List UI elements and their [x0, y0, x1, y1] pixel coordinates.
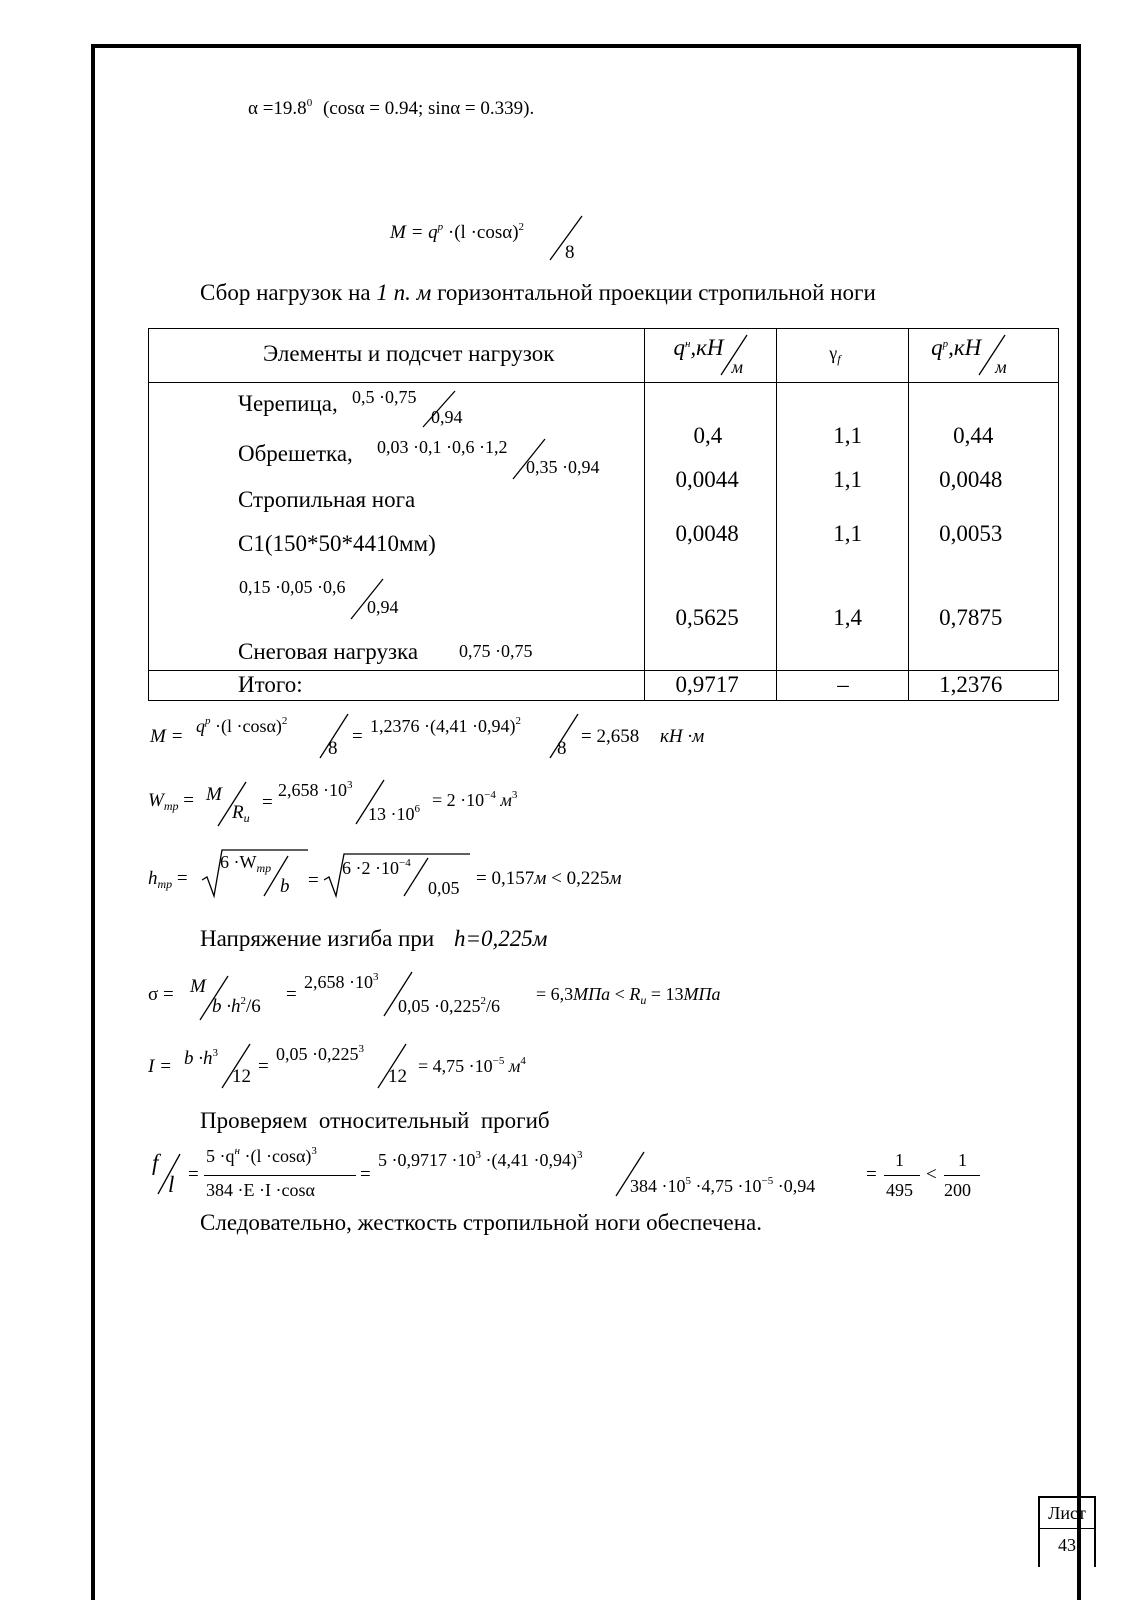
header-gamma: $\gamma_f$ — [777, 329, 909, 383]
qp-roof-tile: 0,44 — [953, 423, 994, 448]
qn-rafter: 0,0048 — [675, 521, 739, 546]
eq-moment-of-inertia: I = — [148, 1056, 172, 1077]
eq-moment: M = — [150, 726, 184, 747]
angle-value: =19.8 — [262, 98, 307, 119]
moment-den: 8 — [565, 242, 575, 263]
total-label: Итого: — [238, 672, 303, 697]
moment-pow: 2 — [518, 221, 525, 233]
eq-section-modulus: $W_{тр}$ = — [148, 790, 194, 813]
moment-q: q — [428, 222, 438, 243]
row-rafter-num: 0,15 ·0,05 ·0,6 — [239, 577, 346, 597]
gamma-snow: 1,4 — [833, 605, 863, 630]
sheet-number: 43 — [1038, 1527, 1096, 1567]
total-qp: 1,2376 — [939, 672, 1003, 697]
row-snow-label: Снеговая нагрузка — [238, 639, 419, 664]
sheet-label: Лист — [1038, 1496, 1096, 1529]
eq-required-height: $h_{тр}$ = — [148, 868, 188, 891]
alpha-symbol: α — [248, 98, 258, 119]
fraction-bar-2 — [884, 1175, 920, 1176]
table-header-row — [149, 329, 1059, 383]
body-gamma — [777, 383, 909, 671]
body-qp — [909, 383, 1059, 671]
body-elements — [149, 383, 645, 671]
body-qn — [645, 383, 777, 671]
moment-mid: ·(l ·cosα) — [447, 222, 519, 243]
total-qn: 0,9717 — [675, 672, 739, 697]
gamma-rafter: 1,1 — [833, 521, 863, 546]
table-body-row — [149, 383, 1059, 671]
moment-formula — [390, 222, 524, 244]
qp-battens: 0,0048 — [939, 467, 1003, 492]
eq-deflection: f — [152, 1150, 159, 1175]
eq-bending-stress: σ = — [148, 984, 174, 1005]
gamma-roof-tile: 1,1 — [833, 423, 863, 448]
table-caption: Сбор нагрузок на 1 п. м горизонтальной проекции стропильной ноги — [200, 280, 876, 305]
fraction-bar-1 — [204, 1175, 356, 1176]
cos-sin-values: (cosα = 0.94; sinα = 0.339). — [322, 98, 535, 119]
row-battens-label: Обрешетка, — [238, 441, 353, 466]
moment-q-sup: p — [437, 221, 444, 233]
row-battens-num: 0,03 ·0,1 ·0,6 ·1,2 — [377, 437, 508, 457]
angle-line — [248, 98, 534, 120]
header-elements: Элементы и подсчет нагрузок — [149, 329, 645, 383]
header-qp: $q^р,кН$ м — [909, 329, 1059, 383]
row-snow-formula: 0,75 ·0,75 — [459, 641, 533, 661]
qn-battens: 0,0044 — [675, 467, 739, 492]
conclusion: Следовательно, жесткость стропильной ноги обеспечена. — [200, 1210, 763, 1235]
bending-title: Напряжение изгиба при h=0,225м — [200, 926, 548, 951]
qp-snow: 0,7875 — [939, 605, 1003, 630]
sheet-stamp — [1038, 1496, 1094, 1600]
row-roof-tile-num: 0,5 ·0,75 — [352, 387, 417, 407]
row-rafter-label: Стропильная нога — [238, 487, 416, 512]
row-rafter-den: 0,94 — [367, 597, 399, 617]
total-gamma: – — [837, 672, 849, 697]
qn-roof-tile: 0,4 — [693, 423, 723, 448]
degree-sup: 0 — [306, 97, 313, 109]
moment-lhs: M = — [390, 222, 424, 243]
table-total-row — [149, 671, 1059, 701]
row-roof-tile-label: Черепица, — [238, 391, 338, 416]
qn-snow: 0,5625 — [675, 605, 739, 630]
deflection-title: Проверяем относительный прогиб — [200, 1108, 550, 1133]
loads-table — [148, 328, 1059, 701]
gamma-battens: 1,1 — [833, 467, 863, 492]
header-qn: $q^н,кН$ м — [645, 329, 777, 383]
row-roof-tile-den: 0,94 — [431, 407, 463, 427]
fraction-bar-3 — [944, 1175, 980, 1176]
row-rafter-size: С1(150*50*4410мм) — [238, 531, 436, 556]
qp-rafter: 0,0053 — [939, 521, 1003, 546]
row-battens-den: 0,35 ·0,94 — [526, 457, 600, 477]
